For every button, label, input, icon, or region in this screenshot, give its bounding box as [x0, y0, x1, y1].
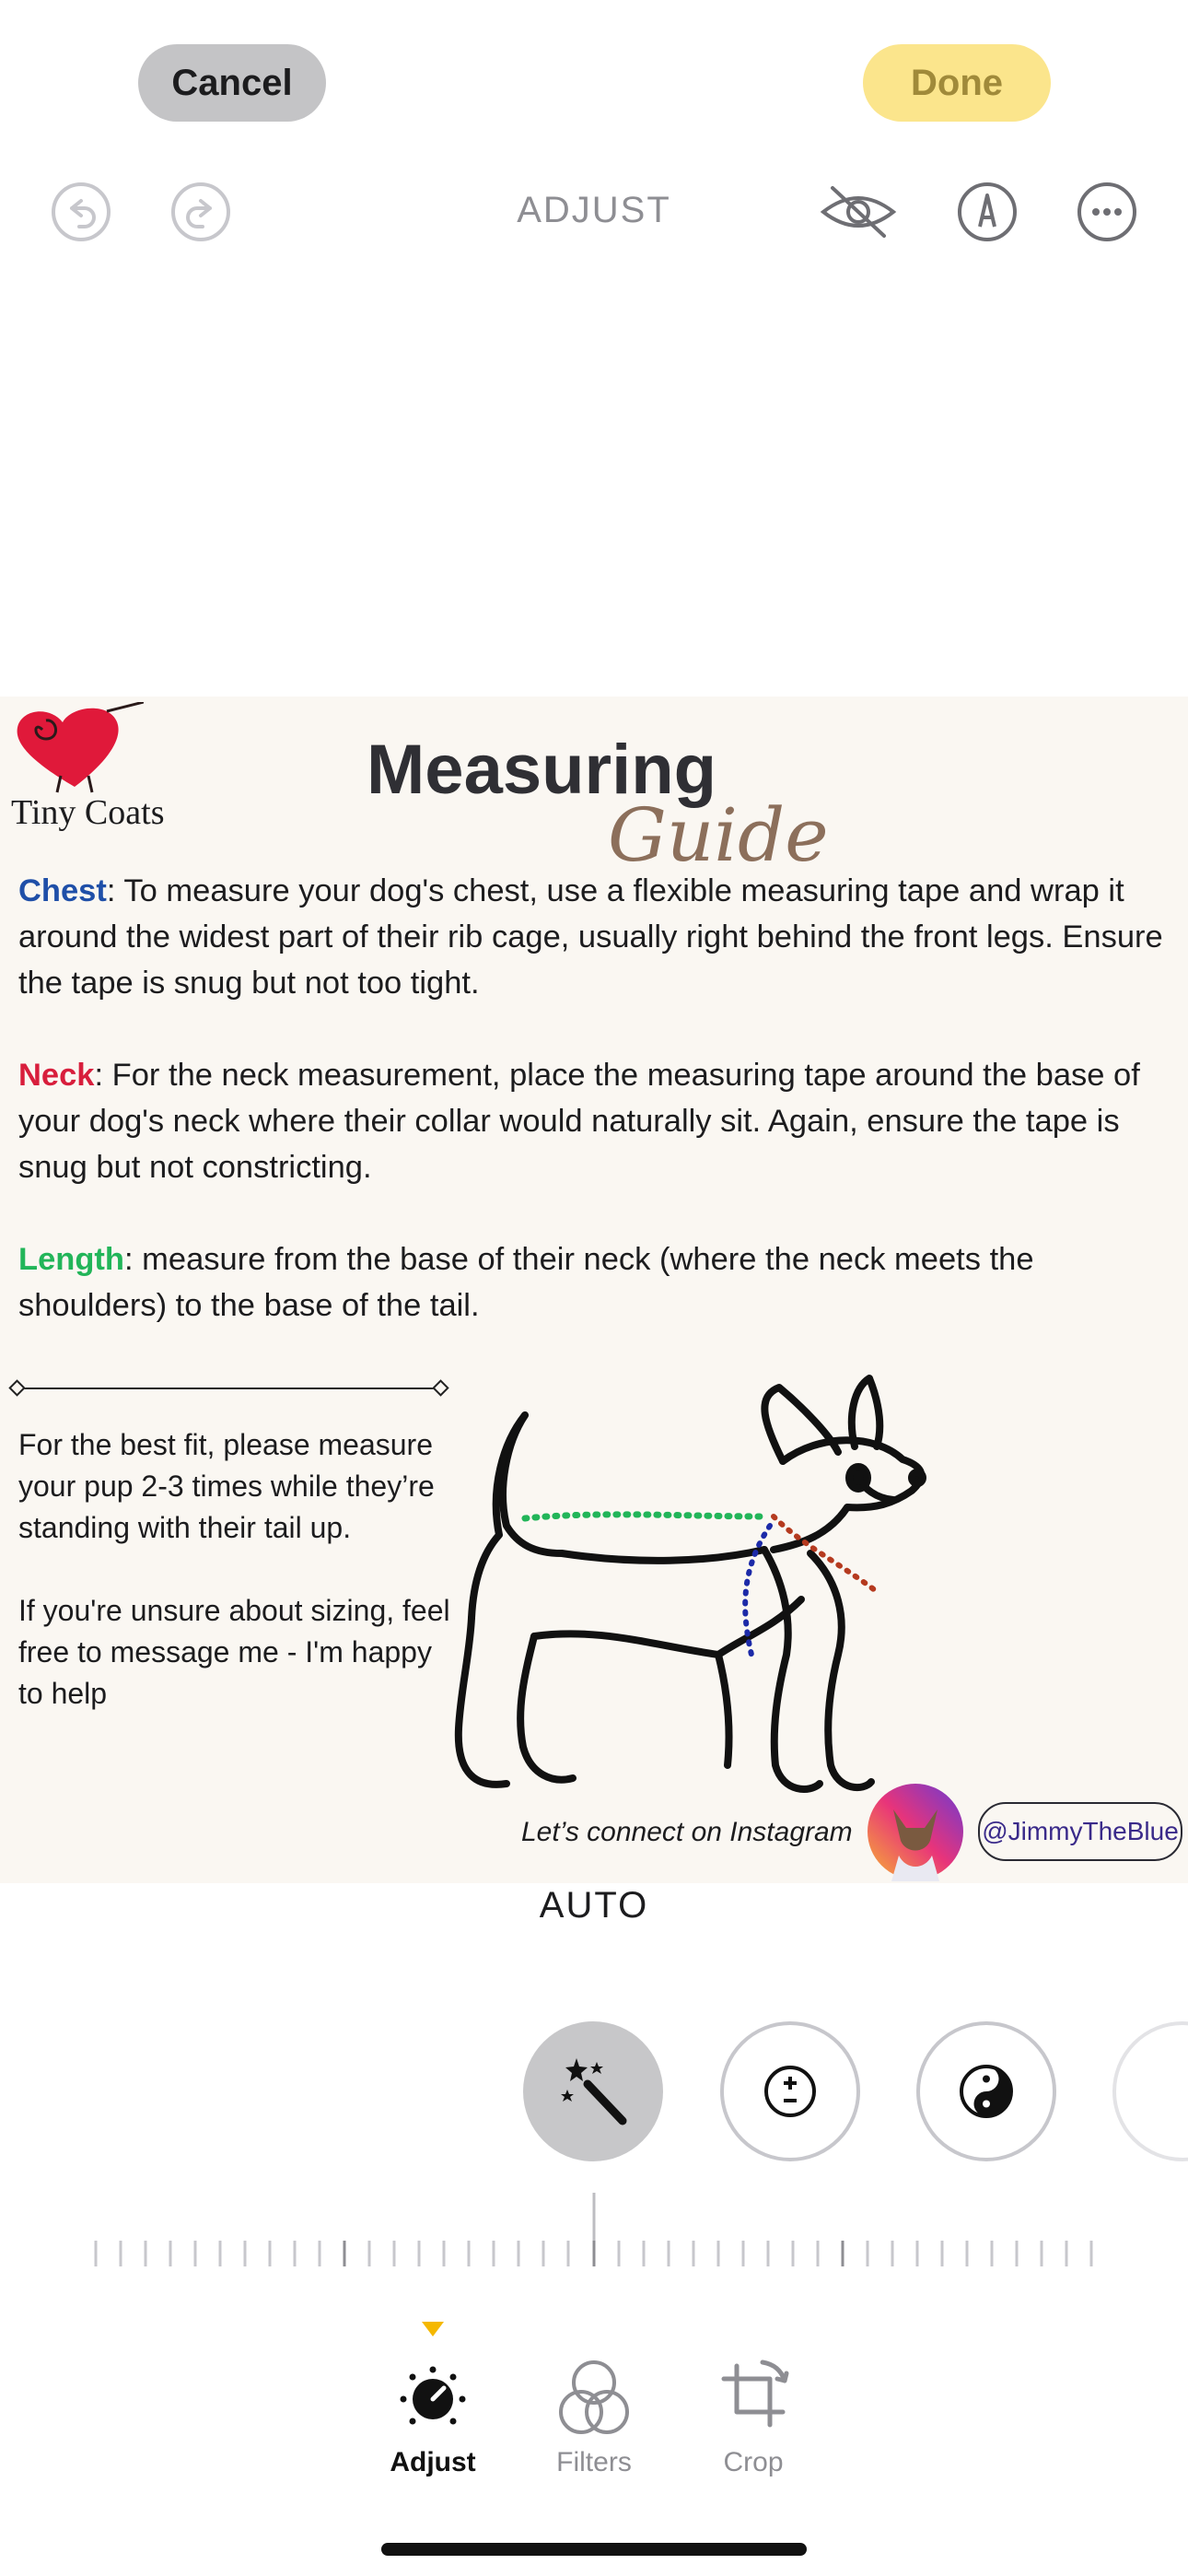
magic-wand-icon	[554, 2053, 632, 2130]
dog-outline-illustration	[414, 1249, 1022, 1802]
neck-label: Neck	[18, 1058, 95, 1093]
tab-crop[interactable]	[680, 2359, 827, 2478]
auto-enhance-button[interactable]	[523, 2021, 663, 2161]
redo-icon[interactable]	[169, 181, 232, 243]
instagram-cta: Let’s connect on Instagram	[521, 1817, 853, 1847]
brilliance-icon	[957, 2062, 1016, 2121]
heart-logo-icon	[6, 702, 144, 794]
tab-adjust-label: Adjust	[390, 2447, 476, 2477]
markup-pen-icon[interactable]	[956, 181, 1019, 243]
done-button[interactable]: Done	[863, 44, 1051, 122]
exposure-button[interactable]	[720, 2021, 860, 2161]
brilliance-button[interactable]	[916, 2021, 1056, 2161]
home-indicator	[381, 2543, 807, 2556]
photo-preview[interactable]	[0, 697, 1188, 1883]
profile-avatar	[866, 1782, 965, 1881]
chest-text: : To measure your dog's chest, use a flexible measuring tape and wrap it around the widest part of their rib cage, usually right behind the front legs. Ensure the tape is snug but not too tight.	[18, 873, 1163, 1001]
tab-filters-label: Filters	[556, 2447, 632, 2477]
brand-name: Tiny Coats	[11, 793, 165, 832]
tip-sizing: If you're unsure about sizing, feel free to message me - I'm happy to help	[18, 1594, 450, 1710]
undo-icon[interactable]	[50, 181, 112, 243]
tab-adjust[interactable]	[359, 2359, 507, 2478]
more-options-icon[interactable]	[1076, 181, 1138, 243]
tab-crop-label: Crop	[723, 2447, 784, 2477]
exposure-icon	[761, 2062, 820, 2121]
length-label: Length	[18, 1242, 124, 1277]
guide-subtitle: Guide	[608, 792, 829, 878]
tip-best-fit: For the best fit, please measure your pup 2-3 times while they’re standing with their tail up.	[18, 1428, 435, 1544]
neck-instructions	[18, 1052, 1179, 1190]
guide-title: Measuring	[367, 731, 717, 809]
filters-icon	[553, 2359, 635, 2438]
chest-instructions	[18, 868, 1179, 1006]
active-tab-indicator	[422, 2322, 444, 2336]
instagram-handle: @JimmyTheBlue	[978, 1802, 1182, 1861]
divider-end	[8, 1379, 25, 1396]
chest-label: Chest	[18, 873, 107, 908]
adjustment-name: AUTO	[539, 1885, 649, 1926]
hide-original-eye-icon[interactable]	[818, 181, 899, 243]
adjustment-slider[interactable]	[92, 2193, 1096, 2266]
neck-text: : For the neck measurement, place the measuring tape around the base of your dog's neck where their collar would naturally sit. Again, ensure the tape is snug but not constricting.	[18, 1058, 1140, 1185]
divider	[15, 1388, 442, 1389]
adjust-dial-icon	[396, 2359, 470, 2432]
length-text: : measure from the base of their neck (where the neck meets the shoulders) to the base of the tail.	[18, 1242, 1034, 1323]
tab-filters[interactable]	[520, 2359, 668, 2478]
crop-rotate-icon	[716, 2359, 790, 2434]
highlights-button[interactable]	[1112, 2021, 1188, 2161]
cancel-button[interactable]: Cancel	[138, 44, 326, 122]
mode-title: ADJUST	[517, 190, 671, 230]
